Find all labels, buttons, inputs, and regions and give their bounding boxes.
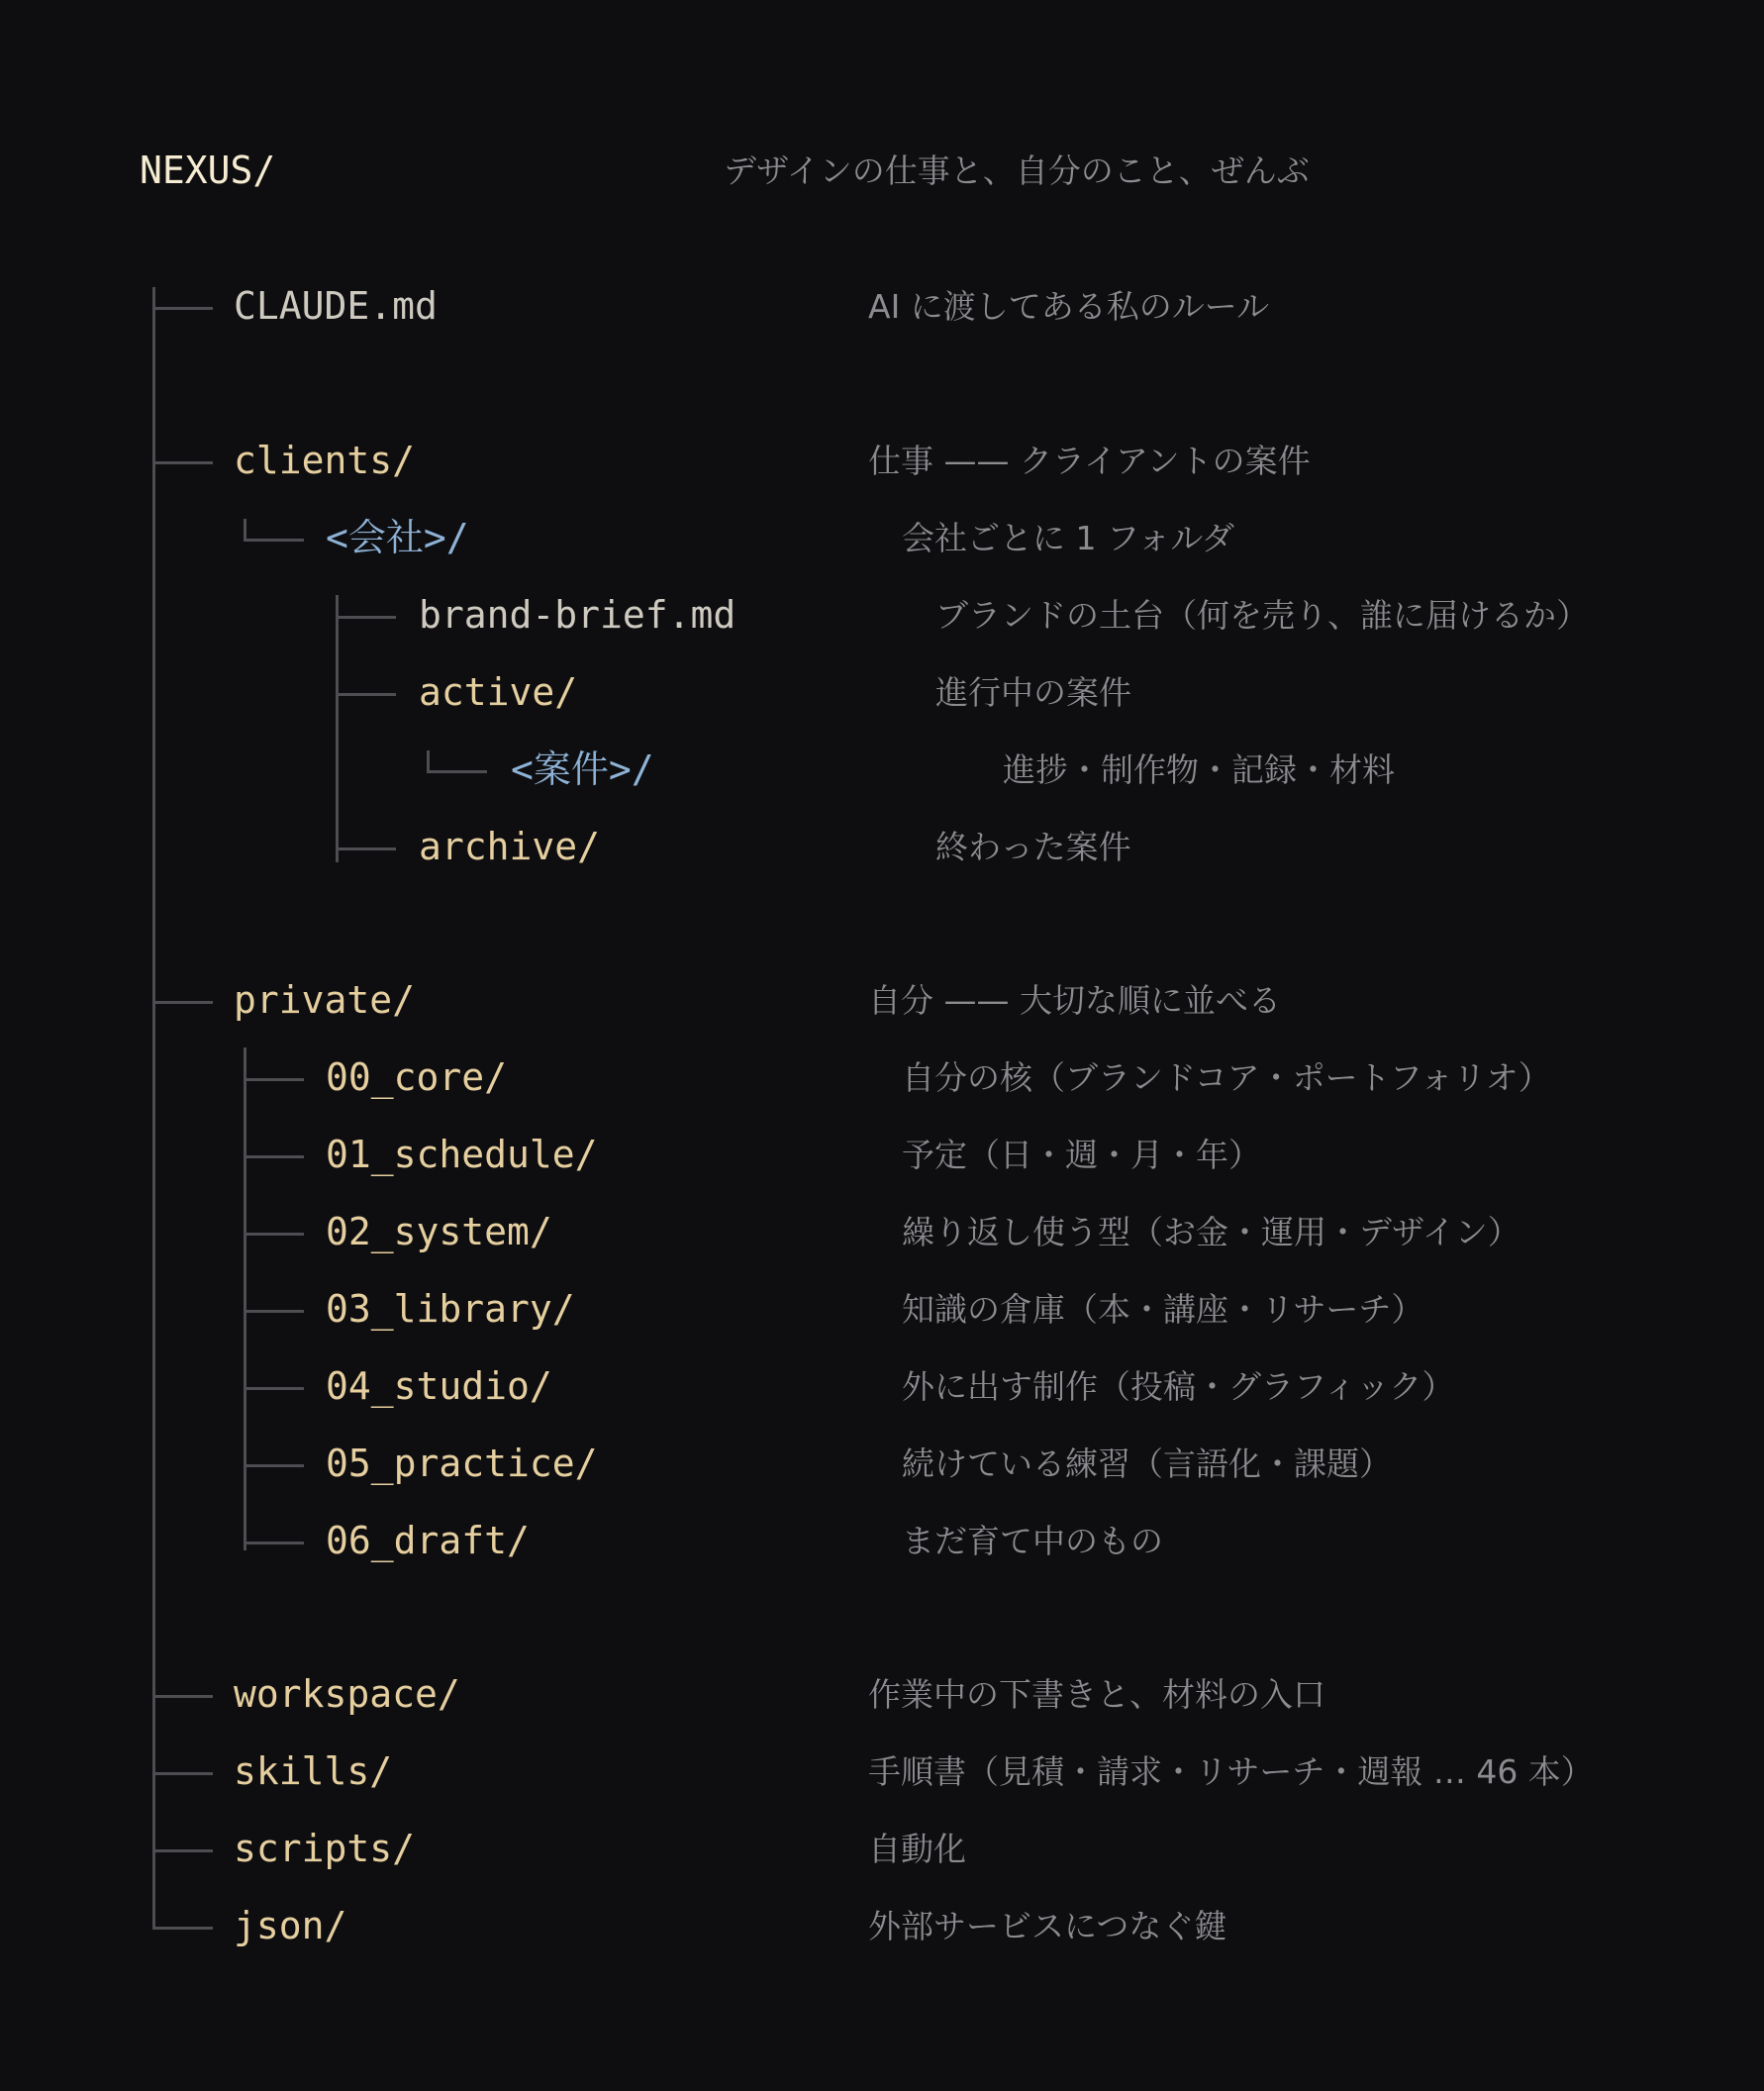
tree-branch — [152, 1675, 213, 1698]
tree-entry-description: 会社ごとに 1 フォルダ — [902, 519, 1235, 557]
tree-branch — [244, 1290, 304, 1313]
tree-entry-description: 続けている練習（言語化・課題） — [902, 1444, 1392, 1483]
tree-entry-description: 知識の倉庫（本・講座・リサーチ） — [902, 1290, 1424, 1329]
tree-entry-description: 外に出す制作（投稿・グラフィック） — [902, 1367, 1455, 1406]
tree-entry-active: active/ — [419, 670, 578, 714]
tree-entry-description: 自分 —— 大切な順に並べる — [868, 981, 1281, 1020]
tree-entry-description: 進捗・制作物・記録・材料 — [1003, 750, 1395, 789]
tree-entry-description: 終わった案件 — [935, 828, 1131, 866]
tree-entry-description: 進行中の案件 — [935, 673, 1131, 712]
tree-branch — [152, 1752, 213, 1775]
tree-entry-skills: skills/ — [234, 1749, 393, 1793]
tree-branch — [244, 1444, 304, 1467]
tree-entry-description: AI に渡してある私のルール — [868, 287, 1270, 326]
tree-root-description: デザインの仕事と、自分のこと、ぜんぶ — [724, 151, 1310, 190]
tree-entry-company-placeholder: <会社>/ — [326, 516, 469, 559]
tree-entry-private: private/ — [234, 978, 416, 1022]
tree-entry-03-library: 03_library/ — [326, 1287, 575, 1331]
tree-entry-06-draft: 06_draft/ — [326, 1519, 530, 1562]
tree-entry-json: json/ — [234, 1904, 347, 1947]
tree-entry-description: 繰り返し使う型（お金・運用・デザイン） — [902, 1213, 1520, 1251]
tree-branch — [152, 287, 213, 310]
tree-entry-description: 自動化 — [868, 1830, 966, 1868]
tree-entry-description: 予定（日・週・月・年） — [902, 1136, 1261, 1174]
tree-entry-clients: clients/ — [234, 439, 416, 482]
tree-entry-description: 仕事 —— クライアントの案件 — [868, 442, 1311, 480]
tree-entry-description: 外部サービスにつなぐ鍵 — [868, 1907, 1227, 1945]
tree-entry-claude-md: CLAUDE.md — [234, 284, 438, 328]
tree-branch — [336, 596, 396, 619]
tree-root-name: NEXUS/ — [140, 149, 276, 192]
tree-branch — [336, 673, 396, 696]
tree-branch — [244, 519, 304, 542]
tree-entry-description: 作業中の下書きと、材料の入口 — [868, 1675, 1325, 1714]
tree-entry-description: 自分の核（ブランドコア・ポートフォリオ） — [902, 1058, 1551, 1097]
tree-branch — [244, 1136, 304, 1158]
tree-entry-02-system: 02_system/ — [326, 1210, 552, 1253]
tree-branch — [244, 1522, 304, 1544]
tree-branch — [427, 750, 487, 773]
tree-entry-05-practice: 05_practice/ — [326, 1442, 598, 1485]
tree-entry-project-placeholder: <案件>/ — [511, 747, 654, 791]
tree-entry-workspace: workspace/ — [234, 1672, 460, 1716]
tree-line-company — [336, 595, 339, 862]
tree-entry-description: ブランドの土台（何を売り、誰に届けるか） — [935, 596, 1589, 635]
tree-entry-description: 手順書（見積・請求・リサーチ・週報 … 46 本） — [868, 1752, 1594, 1791]
tree-branch — [152, 1907, 213, 1930]
tree-branch — [152, 1830, 213, 1852]
tree-entry-04-studio: 04_studio/ — [326, 1364, 552, 1408]
tree-branch — [244, 1058, 304, 1081]
tree-entry-description: まだ育て中のもの — [902, 1522, 1163, 1560]
tree-branch — [152, 442, 213, 464]
tree-entry-01-schedule: 01_schedule/ — [326, 1133, 598, 1176]
tree-branch — [336, 828, 396, 850]
tree-entry-scripts: scripts/ — [234, 1827, 416, 1870]
tree-branch — [244, 1213, 304, 1236]
tree-entry-archive: archive/ — [419, 825, 601, 868]
tree-entry-brand-brief-md: brand-brief.md — [419, 593, 736, 637]
tree-entry-00-core: 00_core/ — [326, 1055, 508, 1099]
tree-branch — [244, 1367, 304, 1390]
tree-branch — [152, 981, 213, 1004]
